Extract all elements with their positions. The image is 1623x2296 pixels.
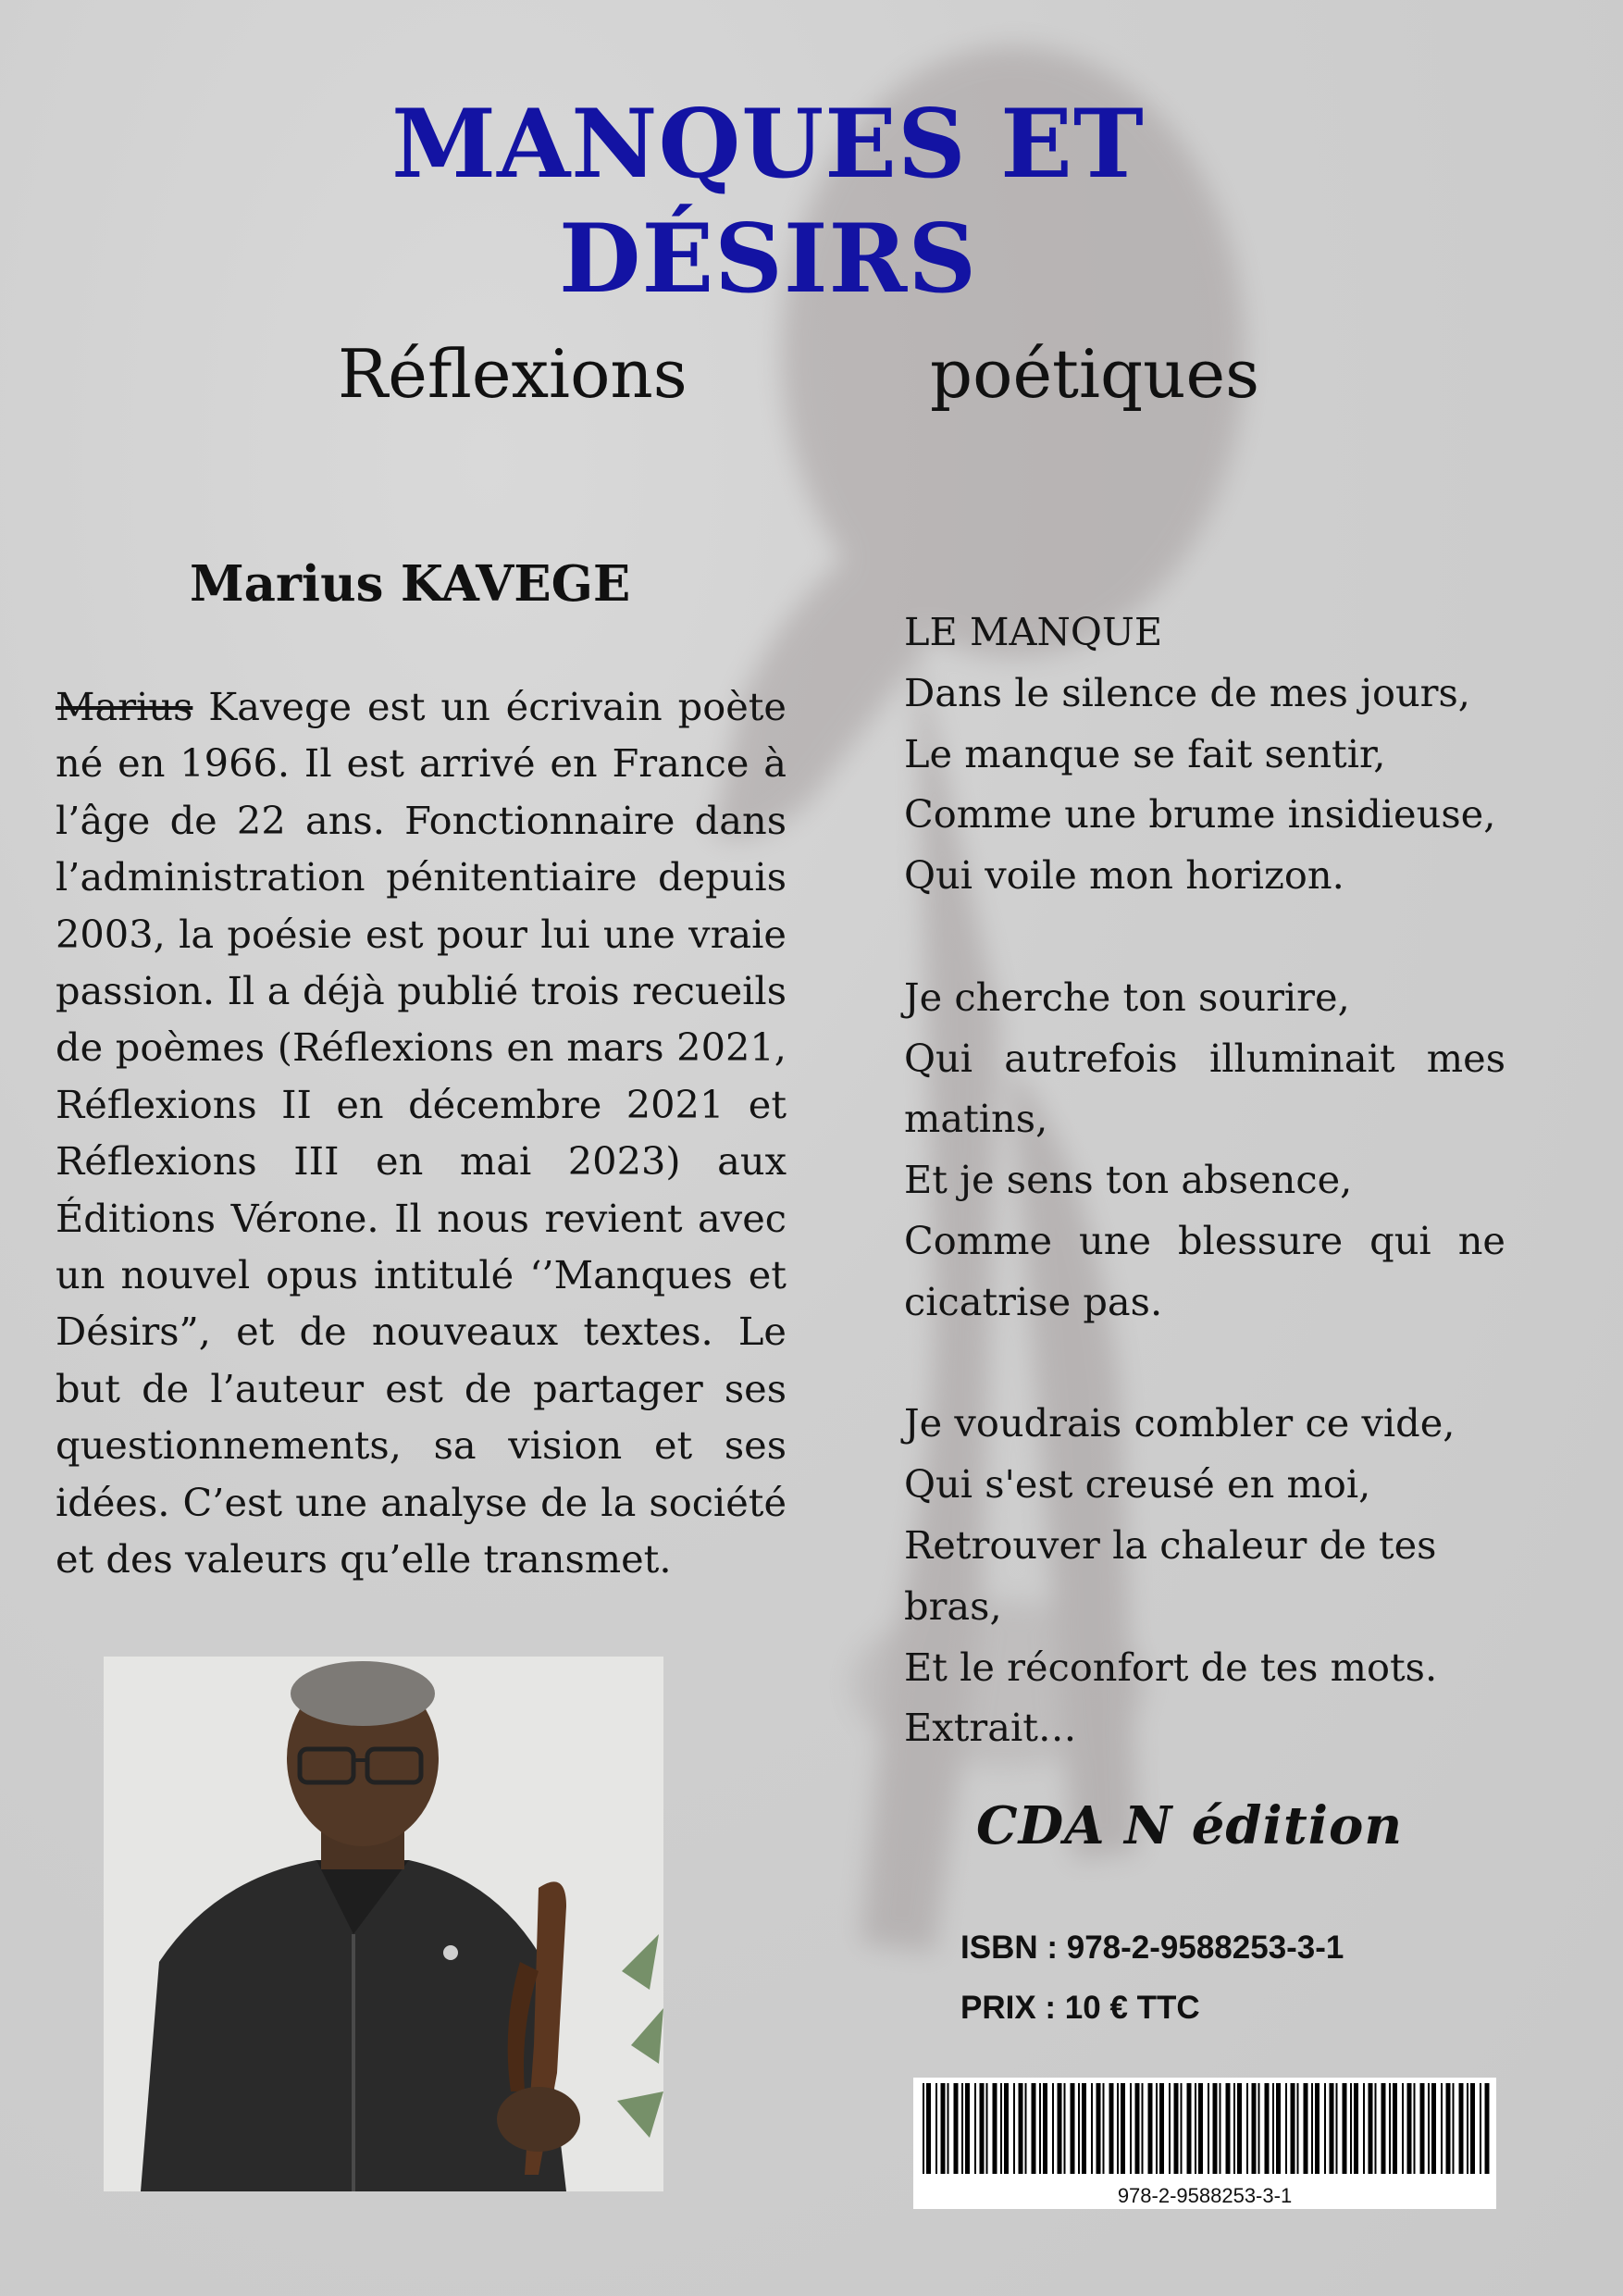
poem-line: Dans le silence de mes jours, <box>904 669 1471 715</box>
author-photo <box>104 1657 663 2191</box>
subtitle-word-2: poétiques <box>930 335 1260 413</box>
poem-line: Comme une brume insidieuse, <box>904 791 1496 838</box>
poem-title: LE MANQUE <box>904 609 1163 654</box>
barcode-bar <box>1109 2083 1114 2174</box>
barcode-bar <box>1096 2083 1101 2174</box>
barcode-bar <box>948 2083 949 2174</box>
barcode-bar <box>1013 2083 1015 2174</box>
publisher-logo: CDA N édition <box>976 1795 1404 1856</box>
barcode-bar <box>1431 2083 1436 2174</box>
barcode-bar <box>1181 2083 1183 2174</box>
barcode-bar <box>1343 2083 1347 2174</box>
stanza-gap <box>904 1333 1505 1394</box>
poem-line: Qui autrefois illuminait mes <box>904 1035 1505 1081</box>
book-title-line-2: DÉSIRS <box>558 204 977 315</box>
barcode-bar <box>1103 2083 1105 2174</box>
barcode-bar <box>1174 2083 1179 2174</box>
poem-line: Comme une blessure qui ne <box>904 1217 1505 1263</box>
barcode-bar <box>1004 2083 1009 2174</box>
barcode-bar <box>1032 2083 1036 2174</box>
barcode-bar <box>1375 2083 1377 2174</box>
author-biography <box>56 678 787 1588</box>
barcode-bar <box>1039 2083 1041 2174</box>
barcode-bar <box>1330 2083 1334 2174</box>
barcode-bar <box>1130 2083 1132 2174</box>
barcode-bar <box>1363 2083 1365 2174</box>
barcode-bar <box>1091 2083 1093 2174</box>
barcode-bar <box>1389 2083 1391 2174</box>
struck-first-name: Marius <box>56 684 193 729</box>
barcode-bar <box>1159 2083 1164 2174</box>
barcode-bar <box>1291 2083 1295 2174</box>
barcode-bar <box>1470 2083 1475 2174</box>
barcode-bar <box>935 2083 937 2174</box>
barcode-bar <box>1058 2083 1062 2174</box>
barcode-bar <box>1233 2083 1235 2174</box>
barcode-bar <box>1198 2083 1203 2174</box>
barcode-bar <box>1467 2083 1468 2174</box>
subtitle-word-1: Réflexions <box>338 335 688 413</box>
barcode-bar <box>1304 2083 1308 2174</box>
stanza-gap <box>904 906 1505 967</box>
barcode-bar <box>1043 2083 1047 2174</box>
barcode-bar <box>1324 2083 1326 2174</box>
barcode-bar <box>1354 2083 1358 2174</box>
barcode-bar <box>1025 2083 1027 2174</box>
barcode-number: 978-2-9588253-3-1 <box>1117 2184 1293 2207</box>
barcode-bar <box>1000 2083 1002 2174</box>
barcode-bar <box>986 2083 988 2174</box>
barcode-bar <box>1459 2083 1464 2174</box>
poem-line: Je voudrais combler ce vide, <box>904 1400 1456 1446</box>
barcode-bar <box>1446 2083 1451 2174</box>
barcode-bar <box>1052 2083 1054 2174</box>
barcode-bar <box>1195 2083 1196 2174</box>
barcode-bar <box>1393 2083 1397 2174</box>
poem-line: Le manque se fait sentir, <box>904 730 1386 776</box>
barcode-bar <box>1311 2083 1313 2174</box>
barcode-bar <box>1246 2083 1248 2174</box>
author-name: Marius KAVEGE <box>190 555 631 613</box>
barcode-bar <box>1276 2083 1281 2174</box>
barcode-bar <box>1428 2083 1430 2174</box>
barcode-bar <box>1019 2083 1023 2174</box>
barcode-bar <box>1480 2083 1481 2174</box>
barcode-bar <box>993 2083 997 2174</box>
barcode-bar <box>1285 2083 1287 2174</box>
barcode-bar <box>1220 2083 1221 2174</box>
barcode-bar <box>1414 2083 1416 2174</box>
poem-line: Retrouver la chaleur de tes bras, <box>904 1521 1437 1629</box>
barcode-bar <box>1485 2083 1490 2174</box>
barcode-bar <box>1237 2083 1242 2174</box>
barcode-bar <box>1252 2083 1257 2174</box>
barcode-bar <box>941 2083 946 2174</box>
barcode-bar <box>1441 2083 1443 2174</box>
poem-line: Qui s'est creusé en moi, <box>904 1461 1371 1508</box>
barcode-bar <box>923 2083 924 2174</box>
poem-excerpt <box>904 602 1505 1758</box>
barcode-bar <box>1315 2083 1319 2174</box>
barcode-bar <box>1117 2083 1119 2174</box>
poem-line: matins, <box>904 1096 1048 1142</box>
barcode-bar <box>961 2083 963 2174</box>
barcode-bar <box>1402 2083 1404 2174</box>
barcode-bar <box>965 2083 970 2174</box>
barcode-bar <box>1369 2083 1373 2174</box>
barcode-bar <box>1407 2083 1412 2174</box>
barcode-bar <box>1064 2083 1066 2174</box>
barcode-bar <box>954 2083 959 2174</box>
barcode-bar <box>1420 2083 1425 2174</box>
barcode-bar <box>1121 2083 1125 2174</box>
barcode-bar <box>1208 2083 1209 2174</box>
barcode-bar <box>1082 2083 1086 2174</box>
barcode-bar <box>1213 2083 1218 2174</box>
barcode-bar <box>1142 2083 1144 2174</box>
barcode-bar <box>1272 2083 1274 2174</box>
barcode-bar <box>1156 2083 1158 2174</box>
poem-line: Et le réconfort de tes mots. <box>904 1644 1438 1690</box>
barcode-bar <box>1135 2083 1140 2174</box>
poem-line: Je cherche ton sourire, <box>904 974 1350 1020</box>
biography-text: Kavege est un écrivain poète né en 1966. Il est arrivé en France à l’âge de 22 ans. Fonctionnaire dans l’administration pénitentiaire depuis 2003, la poésie est pour lui une vraie passion. Il a déjà publié trois recueils de poèmes (Réflexions en mars 2021, Réflexions II en décembre 2021 et Réflexions III en mai 2023) aux Éditions Vérone. Il nous revient avec un nouvel opus intitulé ‘’Manques et Désirs”, et de nouveaux textes. Le but de l’auteur est de partager ses questionnements, sa vision et ses idées. C’est une analyse de la société et des valeurs qu’elle transmet. <box>56 684 787 1582</box>
barcode-bar <box>1350 2083 1352 2174</box>
barcode-bar <box>1453 2083 1455 2174</box>
barcode-bar <box>1071 2083 1075 2174</box>
barcode-bar <box>1169 2083 1171 2174</box>
barcode-bar <box>1226 2083 1231 2174</box>
barcode-bars <box>913 2078 1496 2179</box>
barcode-bar <box>1381 2083 1386 2174</box>
barcode-bar <box>1078 2083 1080 2174</box>
isbn-label: ISBN : 978-2-9588253-3-1 <box>960 1930 1344 1966</box>
poem-line: Et je sens ton absence, <box>904 1157 1353 1203</box>
barcode-bar <box>926 2083 931 2174</box>
barcode-bar <box>980 2083 985 2174</box>
barcode-bar <box>1148 2083 1153 2174</box>
book-title-line-1: MANQUES ET <box>391 89 1145 200</box>
poem-closing: Extrait… <box>904 1705 1077 1751</box>
barcode-bar <box>974 2083 976 2174</box>
poem-line: Qui voile mon horizon. <box>904 852 1344 899</box>
barcode-bar <box>1297 2083 1299 2174</box>
barcode-bar <box>1187 2083 1192 2174</box>
barcode-bar <box>1258 2083 1260 2174</box>
poem-line: cicatrise pas. <box>904 1278 1163 1324</box>
barcode-bar <box>1336 2083 1338 2174</box>
price-label: PRIX : 10 € TTC <box>960 1990 1200 2026</box>
barcode-bar <box>1265 2083 1270 2174</box>
